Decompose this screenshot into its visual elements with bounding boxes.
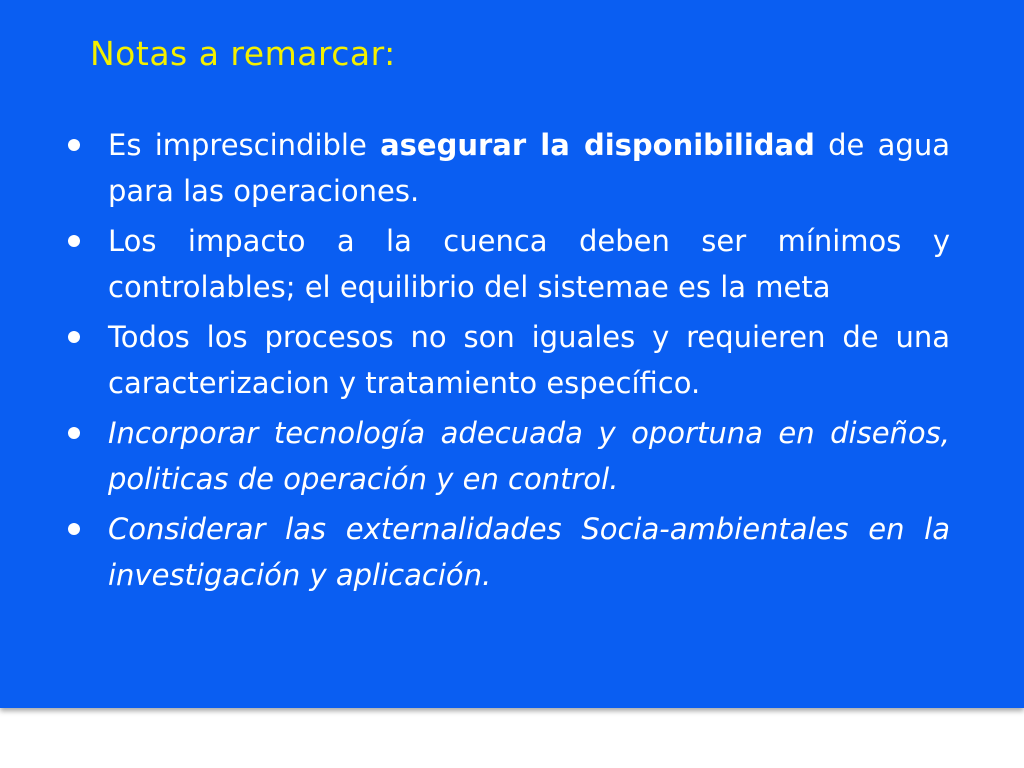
bullet-item: [62, 506, 950, 598]
bullet-dot-icon: [68, 235, 80, 247]
bullet-dot-icon: [68, 523, 80, 535]
bullet-dot-icon: [68, 331, 80, 343]
bullet-item: [62, 410, 950, 502]
bullet-dot-icon: [68, 427, 80, 439]
bullet-text: Todos los procesos no son iguales y requieren de una caracterizacion y tratamiento específico.: [108, 320, 950, 400]
slide-title: Notas a remarcar:: [90, 34, 396, 73]
bullet-dot-icon: [68, 139, 80, 151]
bullet-text: [108, 128, 950, 208]
bullet-item: [62, 314, 950, 406]
bullet-text-bold: asegurar la disponibilidad: [380, 128, 815, 162]
bullet-item: [62, 122, 950, 214]
bullet-text: Los impacto a la cuenca deben ser mínimos y controlables; el equilibrio del sistemae es la meta: [108, 224, 950, 304]
bullet-text-after: de agua para las operaciones.: [108, 128, 950, 208]
bullet-text: Incorporar tecnología adecuada y oportuna en diseños, politicas de operación y en control.: [108, 416, 950, 496]
bullet-text: Considerar las externalidades Socia-ambientales en la investigación y aplicación.: [108, 512, 950, 592]
bullet-text-before: Es imprescindible: [108, 128, 381, 162]
bullet-list: [62, 122, 950, 602]
bullet-item: [62, 218, 950, 310]
